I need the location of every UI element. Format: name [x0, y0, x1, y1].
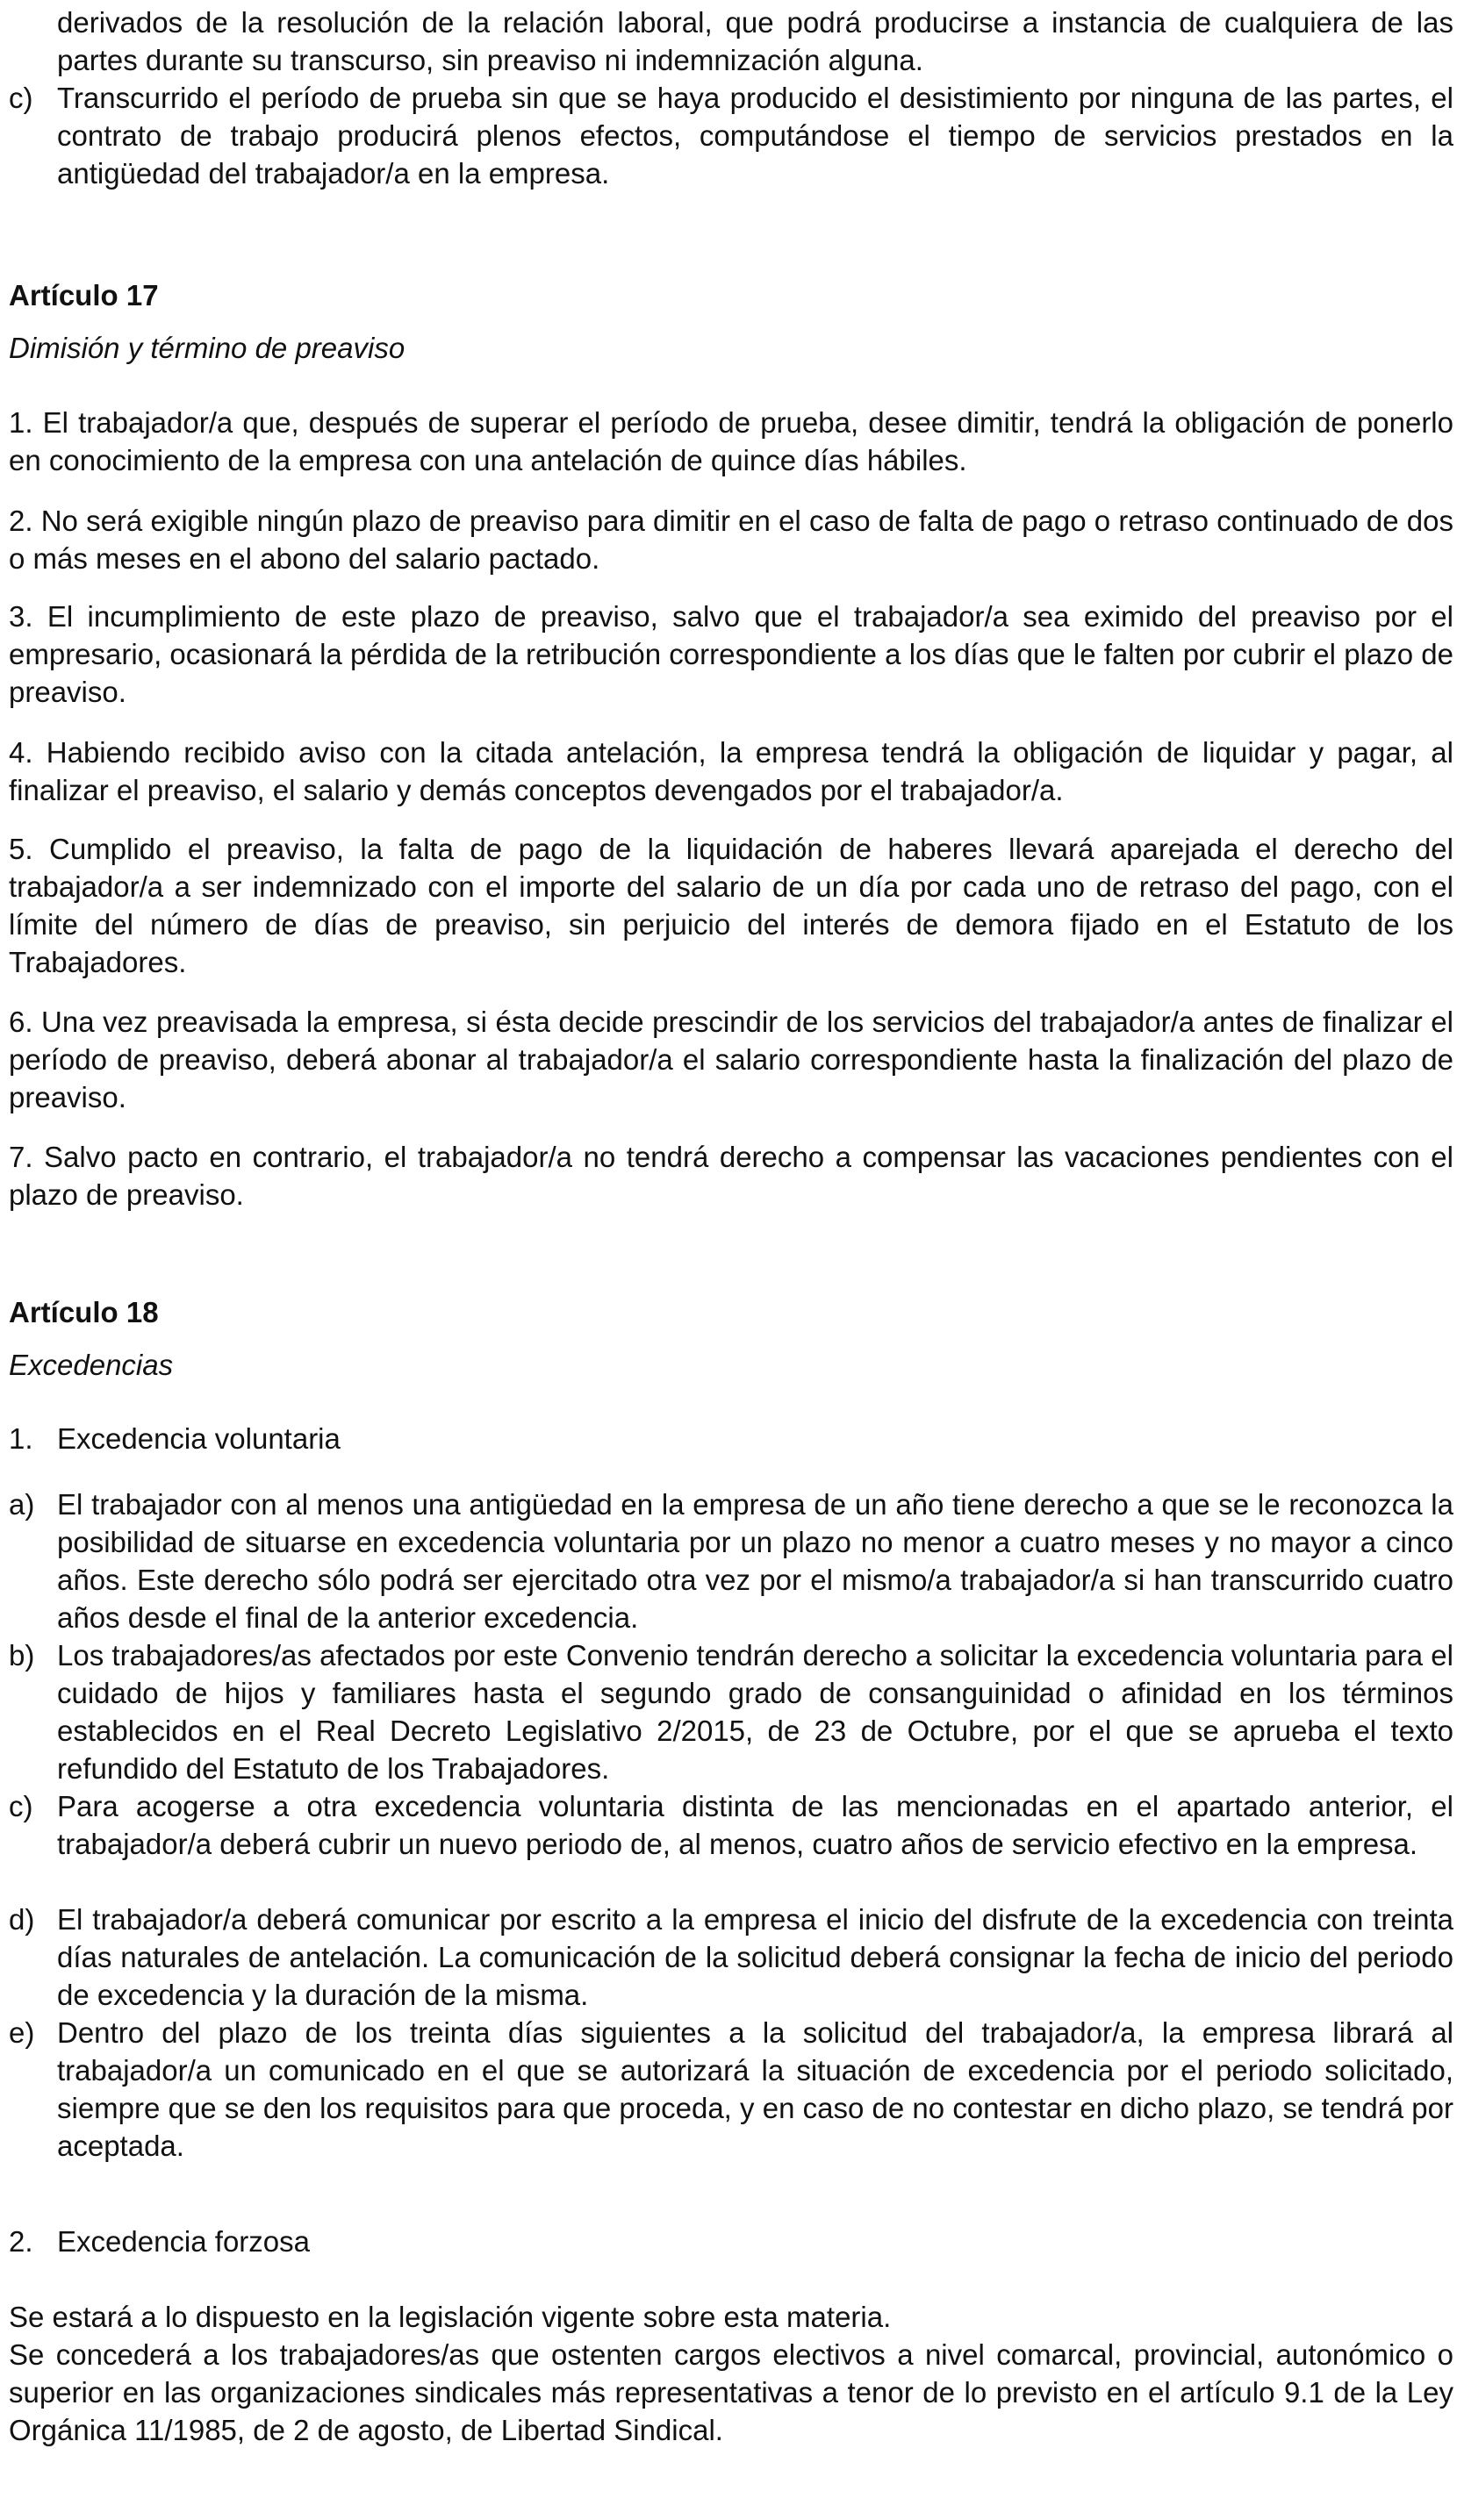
- list-item-d: [9, 1901, 1453, 2014]
- art17-paragraph-2: 2. No será exigible ningún plazo de preaviso para dimitir en el caso de falta de pago o retraso continuado de dos o más meses en el abono del salario pactado.: [9, 505, 1453, 575]
- section-title: Excedencia voluntaria: [57, 1422, 341, 1455]
- list-item-c2: [9, 1787, 1453, 1863]
- list-item-text: El trabajador/a deberá comunicar por escrito a la empresa el inicio del disfrute de la excedencia con treinta días naturales de antelación. La comunicación de la solicitud deberá consignar la fecha de inicio del periodo de excedencia y la duración de la misma.: [57, 1903, 1453, 2011]
- list-item-text: Transcurrido el período de prueba sin que se haya producido el desistimiento por ninguna de las partes, el contrato de trabajo producirá plenos efectos, computándose el tiempo de servicios prestados en la antigüedad del trabajador/a en la empresa.: [57, 82, 1453, 190]
- section-title: Excedencia forzosa: [57, 2225, 310, 2258]
- list-item-text: Para acogerse a otra excedencia voluntaria distinta de las mencionadas en el apartado anterior, el trabajador/a deberá cubrir un nuevo periodo de, al menos, cuatro años de servicio efectivo en la empresa.: [57, 1790, 1453, 1860]
- art17-paragraph-1: 1. El trabajador/a que, después de superar el período de prueba, desee dimitir, tendrá la obligación de ponerlo en conocimiento de la empresa con una antelación de quince días hábiles.: [9, 406, 1453, 476]
- list-item-text: Los trabajadores/as afectados por este Convenio tendrán derecho a solicitar la excedencia voluntaria para el cuidado de hijos y familiares hasta el segundo grado de consanguinidad o afinidad en los términos establecidos en el Real Decreto Legislativo 2/2015, de 23 de Octubre, por el que se aprueba el texto refundido del Estatuto de los Trabajadores.: [57, 1639, 1453, 1785]
- section-2-paragraph-2: Se concederá a los trabajadores/as que ostenten cargos electivos a nivel comarcal, provincial, autonómico o superior en las organizaciones sindicales más representativas a tenor de lo previsto en el artículo 9.1 de la Ley Orgánica 11/1985, de 2 de agosto, de Libertad Sindical.: [9, 2338, 1453, 2446]
- list-item-label: e): [9, 2016, 35, 2049]
- art17-paragraph-5: 5. Cumplido el preaviso, la falta de pago de la liquidación de haberes llevará aparejada el derecho del trabajador/a a ser indemnizado con el importe del salario de un día por cada uno de retraso del pago, con el límite del número de días de preaviso, sin perjuicio del interés de demora fijado en el Estatuto de los Trabajadores.: [9, 833, 1453, 978]
- article-18-title: Artículo 18: [9, 1296, 159, 1328]
- section-2-heading: [9, 2223, 1453, 2260]
- section-2-paragraph-1: Se estará a lo dispuesto en la legislación vigente sobre esta materia.: [9, 2301, 892, 2333]
- article-17-subtitle: Dimisión y término de preaviso: [9, 332, 405, 364]
- list-item-a: [9, 1486, 1453, 1636]
- list-item-label: c): [9, 82, 33, 114]
- section-number: 2.: [9, 2225, 33, 2258]
- art17-paragraph-6: 6. Una vez preavisada la empresa, si ésta decide prescindir de los servicios del trabajador/a antes de finalizar el período de preaviso, deberá abonar al trabajador/a el salario correspondiente hasta la finalización del plazo de preaviso.: [9, 1006, 1453, 1113]
- list-item-label: c): [9, 1790, 33, 1822]
- list-item-e: [9, 2014, 1453, 2165]
- list-item-c: [9, 79, 1453, 192]
- section-1-heading: [9, 1420, 1453, 1457]
- list-item-label: d): [9, 1903, 35, 1936]
- art17-paragraph-7: 7. Salvo pacto en contrario, el trabajador/a no tendrá derecho a compensar las vacaciones pendientes con el plazo de preaviso.: [9, 1141, 1453, 1211]
- list-item-label: a): [9, 1488, 35, 1521]
- section-number: 1.: [9, 1422, 33, 1455]
- list-item-label: b): [9, 1639, 35, 1672]
- art17-paragraph-4: 4. Habiendo recibido aviso con la citada antelación, la empresa tendrá la obligación de liquidar y pagar, al finalizar el preaviso, el salario y demás conceptos devengados por el trabajador/a.: [9, 736, 1453, 806]
- article-17-title: Artículo 17: [9, 279, 159, 311]
- item-b-continuation: derivados de la resolución de la relación laboral, que podrá producirse a instancia de cualquiera de las partes durante su transcurso, sin preaviso ni indemnización alguna.: [57, 6, 1453, 76]
- article-18-subtitle: Excedencias: [9, 1349, 174, 1381]
- list-item-text: Dentro del plazo de los treinta días siguientes a la solicitud del trabajador/a, la empresa librará al trabajador/a un comunicado en el que se autorizará la situación de excedencia por el periodo solicitado, siempre que se den los requisitos para que proceda, y en caso de no contestar en dicho plazo, se tendrá por aceptada.: [57, 2016, 1453, 2162]
- list-item-b: [9, 1636, 1453, 1787]
- art17-paragraph-3: 3. El incumplimiento de este plazo de preaviso, salvo que el trabajador/a sea eximido del preaviso por el empresario, ocasionará la pérdida de la retribución correspondiente a los días que le falten por cubrir el plazo de preaviso.: [9, 600, 1453, 708]
- list-item-text: El trabajador con al menos una antigüedad en la empresa de un año tiene derecho a que se le reconozca la posibilidad de situarse en excedencia voluntaria por un plazo no menor a cuatro meses y no mayor a cinco años. Este derecho sólo podrá ser ejercitado otra vez por el mismo/a trabajador/a si han transcurrido cuatro años desde el final de la anterior excedencia.: [57, 1488, 1453, 1634]
